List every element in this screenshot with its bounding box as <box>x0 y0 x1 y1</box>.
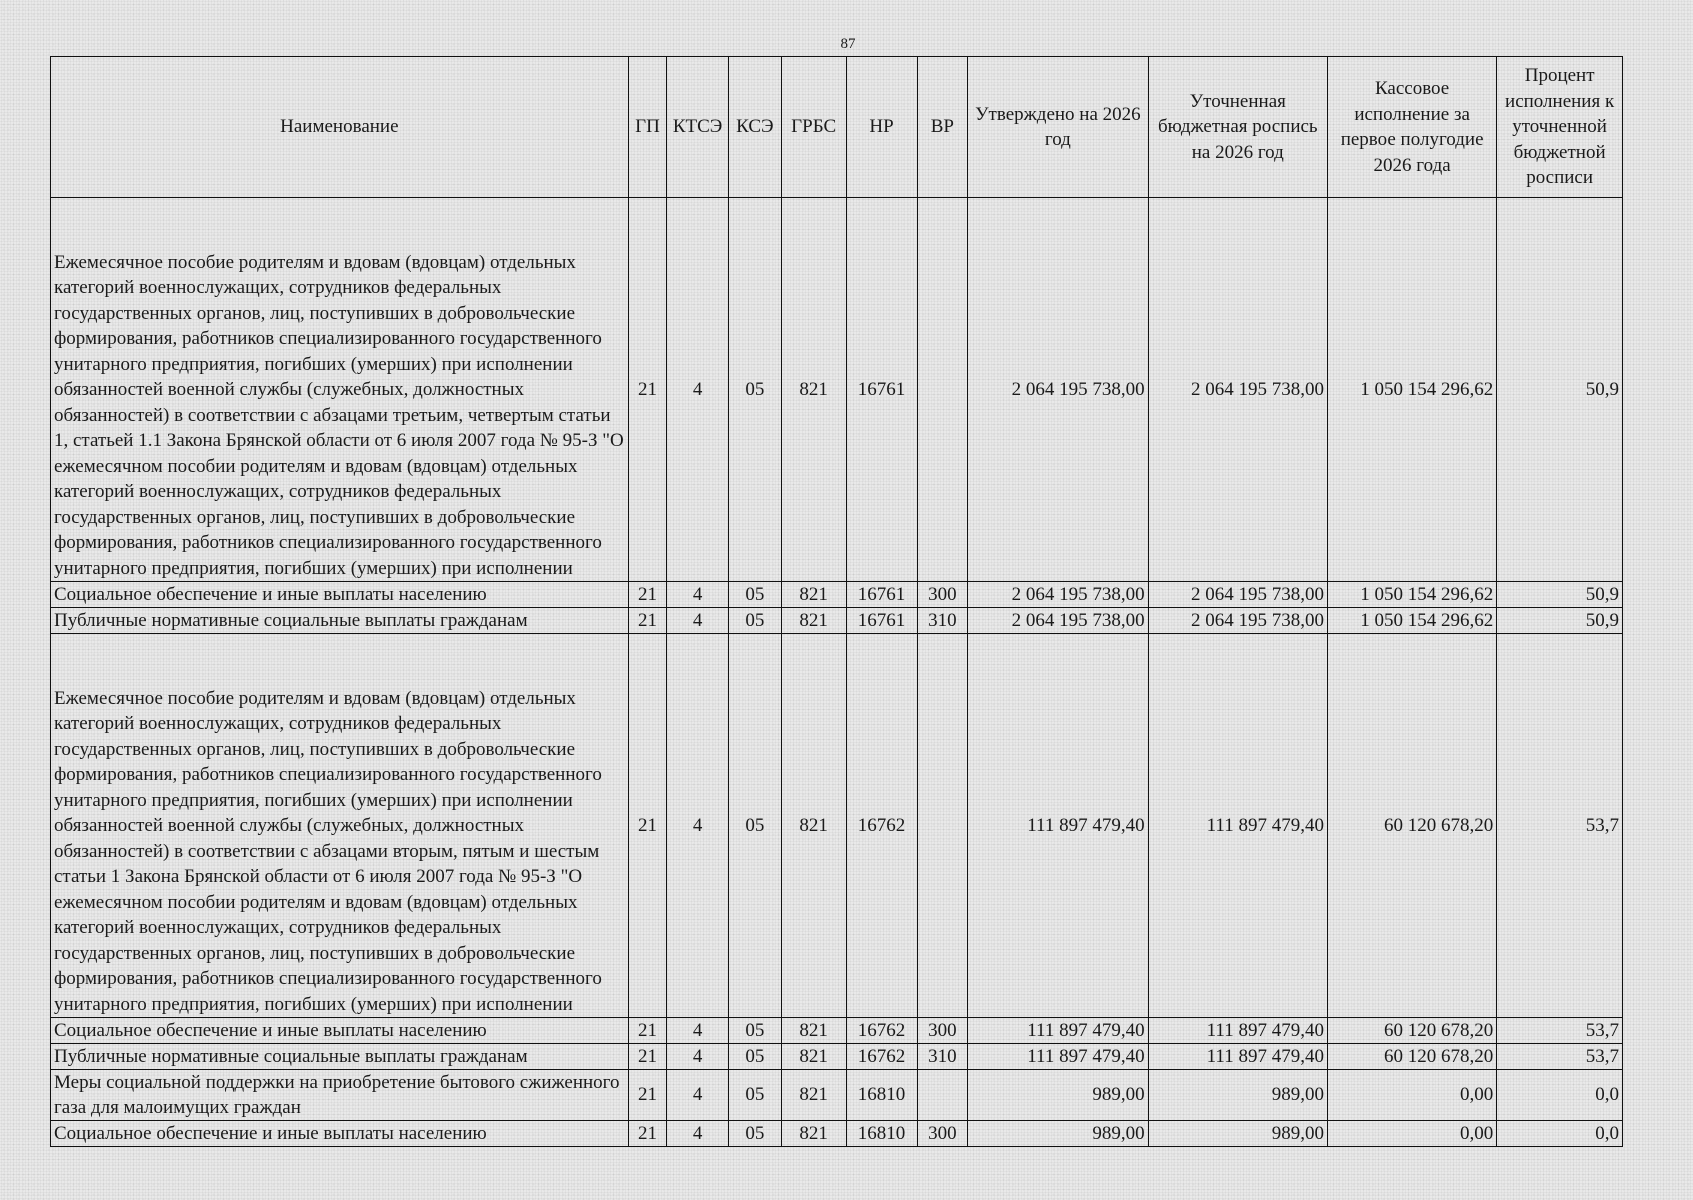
row-name: Меры социальной поддержки на приобретение бытового сжиженного газа для малоимущих граждан <box>54 1072 620 1118</box>
cell-cash: 1 050 154 296,62 <box>1327 608 1496 634</box>
header-row <box>51 57 1623 198</box>
header-gp: ГП <box>628 57 667 198</box>
cell-percent: 50,9 <box>1497 582 1623 608</box>
header-nr: НР <box>846 57 917 198</box>
cell-vr: 300 <box>917 1121 968 1147</box>
cell-refined: 2 064 195 738,00 <box>1148 608 1327 634</box>
header-grbs: ГРБС <box>781 57 846 198</box>
cell-ktse: 4 <box>667 1070 729 1121</box>
cell-refined: 989,00 <box>1148 1070 1327 1121</box>
cell-gp: 21 <box>628 582 667 608</box>
header-vr: ВР <box>917 57 968 198</box>
cell-kse: 05 <box>729 1044 782 1070</box>
header-refined: Уточненная бюджетная роспись на 2026 год <box>1148 57 1327 198</box>
cell-percent: 53,7 <box>1497 634 1623 1018</box>
cell-nr: 16761 <box>846 582 917 608</box>
cell-grbs: 821 <box>781 1044 846 1070</box>
cell-nr: 16761 <box>846 198 917 582</box>
cell-cash: 1 050 154 296,62 <box>1327 198 1496 582</box>
cell-grbs: 821 <box>781 1070 846 1121</box>
header-name: Наименование <box>51 57 629 198</box>
cell-nr: 16810 <box>846 1121 917 1147</box>
header-cash: Кассовое исполнение за первое полугодие 2026 года <box>1327 57 1496 198</box>
cell-cash: 60 120 678,20 <box>1327 1044 1496 1070</box>
cell-nr: 16761 <box>846 608 917 634</box>
budget-table <box>50 56 1623 1147</box>
cell-percent: 53,7 <box>1497 1018 1623 1044</box>
cell-kse: 05 <box>729 198 782 582</box>
cell-ktse: 4 <box>667 1018 729 1044</box>
cell-refined: 2 064 195 738,00 <box>1148 198 1327 582</box>
cell-kse: 05 <box>729 1121 782 1147</box>
cell-vr: 300 <box>917 1018 968 1044</box>
row-name-cell <box>51 1070 629 1121</box>
table-row <box>51 1044 1623 1070</box>
table-row <box>51 198 1623 582</box>
cell-kse: 05 <box>729 608 782 634</box>
cell-refined: 111 897 479,40 <box>1148 634 1327 1018</box>
page-number: 87 <box>840 36 856 52</box>
cell-grbs: 821 <box>781 1121 846 1147</box>
table-row <box>51 608 1623 634</box>
cell-ktse: 4 <box>667 1121 729 1147</box>
cell-cash: 0,00 <box>1327 1070 1496 1121</box>
cell-ktse: 4 <box>667 1044 729 1070</box>
cell-approved: 111 897 479,40 <box>968 634 1148 1018</box>
cell-approved: 2 064 195 738,00 <box>968 198 1148 582</box>
row-name-cell <box>51 634 629 1018</box>
cell-percent: 53,7 <box>1497 1044 1623 1070</box>
cell-vr: 300 <box>917 582 968 608</box>
cell-nr: 16762 <box>846 1018 917 1044</box>
cell-kse: 05 <box>729 634 782 1018</box>
cell-approved: 111 897 479,40 <box>968 1018 1148 1044</box>
header-ktse: КТСЭ <box>667 57 729 198</box>
header-approved: Утверждено на 2026 год <box>968 57 1148 198</box>
cell-cash: 0,00 <box>1327 1121 1496 1147</box>
cell-vr <box>917 634 968 1018</box>
cell-kse: 05 <box>729 582 782 608</box>
cell-cash: 60 120 678,20 <box>1327 1018 1496 1044</box>
row-name: Ежемесячное пособие родителям и вдовам (вдовцам) отдельных категорий военнослужащих, сотрудников федеральных государственных органов, лиц, поступивших в добровольческие формирования, работников специализированного государственного унитарного предприятия, погибших (умерших) при исполнении обязанностей военной службы (служебных, должностных обязанностей) в соответствии с абзацами вторым, пятым и шестым статьи 1 Закона Брянской области от 6 июля 2007 года № 95-З "О ежемесячном пособии родителям и вдовам (вдовцам) отдельных категорий военнослужащих, сотрудников федеральных государственных органов, лиц, поступивших в добровольческие формирования, работников специализированного государственного унитарного предприятия, погибших (умерших) при исполнении <box>54 687 602 1015</box>
cell-vr: 310 <box>917 608 968 634</box>
cell-refined: 111 897 479,40 <box>1148 1044 1327 1070</box>
cell-cash: 60 120 678,20 <box>1327 634 1496 1018</box>
cell-nr: 16810 <box>846 1070 917 1121</box>
table-row <box>51 634 1623 1018</box>
row-name: Социальное обеспечение и иные выплаты населению <box>51 1121 629 1147</box>
cell-refined: 989,00 <box>1148 1121 1327 1147</box>
cell-grbs: 821 <box>781 608 846 634</box>
cell-ktse: 4 <box>667 582 729 608</box>
cell-kse: 05 <box>729 1018 782 1044</box>
cell-gp: 21 <box>628 608 667 634</box>
cell-nr: 16762 <box>846 634 917 1018</box>
cell-gp: 21 <box>628 634 667 1018</box>
cell-percent: 50,9 <box>1497 608 1623 634</box>
cell-vr <box>917 198 968 582</box>
header-percent: Процент исполнения к уточненной бюджетной росписи <box>1497 57 1623 198</box>
cell-percent: 0,0 <box>1497 1121 1623 1147</box>
cell-grbs: 821 <box>781 1018 846 1044</box>
header-kse: КСЭ <box>729 57 782 198</box>
cell-percent: 50,9 <box>1497 198 1623 582</box>
row-name: Социальное обеспечение и иные выплаты населению <box>51 1018 629 1044</box>
cell-approved: 989,00 <box>968 1070 1148 1121</box>
cell-vr <box>917 1070 968 1121</box>
cell-refined: 111 897 479,40 <box>1148 1018 1327 1044</box>
row-name: Ежемесячное пособие родителям и вдовам (вдовцам) отдельных категорий военнослужащих, сотрудников федеральных государственных органов, лиц, поступивших в добровольческие формирования, работников специализированного государственного унитарного предприятия, погибших (умерших) при исполнении обязанностей военной службы (служебных, должностных обязанностей) в соответствии с абзацами третьим, четвертым статьи 1, статьей 1.1 Закона Брянской области от 6 июля 2007 года № 95-З "О ежемесячном пособии родителям и вдовам (вдовцам) отдельных категорий военнослужащих, сотрудников федеральных государственных органов, лиц, поступивших в добровольческие формирования, работников специализированного государственного унитарного предприятия, погибших (умерших) при исполнении <box>54 251 624 579</box>
cell-kse: 05 <box>729 1070 782 1121</box>
table-row <box>51 1018 1623 1044</box>
table-row <box>51 582 1623 608</box>
cell-cash: 1 050 154 296,62 <box>1327 582 1496 608</box>
cell-approved: 2 064 195 738,00 <box>968 608 1148 634</box>
row-name: Публичные нормативные социальные выплаты гражданам <box>51 1044 629 1070</box>
cell-percent: 0,0 <box>1497 1070 1623 1121</box>
cell-refined: 2 064 195 738,00 <box>1148 582 1327 608</box>
row-name: Публичные нормативные социальные выплаты гражданам <box>51 608 629 634</box>
cell-grbs: 821 <box>781 582 846 608</box>
cell-grbs: 821 <box>781 634 846 1018</box>
cell-gp: 21 <box>628 1044 667 1070</box>
cell-grbs: 821 <box>781 198 846 582</box>
cell-gp: 21 <box>628 1070 667 1121</box>
cell-approved: 989,00 <box>968 1121 1148 1147</box>
cell-gp: 21 <box>628 198 667 582</box>
cell-ktse: 4 <box>667 198 729 582</box>
row-name: Социальное обеспечение и иные выплаты населению <box>51 582 629 608</box>
cell-vr: 310 <box>917 1044 968 1070</box>
cell-nr: 16762 <box>846 1044 917 1070</box>
cell-ktse: 4 <box>667 634 729 1018</box>
cell-gp: 21 <box>628 1018 667 1044</box>
table-row <box>51 1070 1623 1121</box>
row-name-cell <box>51 198 629 582</box>
cell-approved: 2 064 195 738,00 <box>968 582 1148 608</box>
cell-gp: 21 <box>628 1121 667 1147</box>
cell-ktse: 4 <box>667 608 729 634</box>
table-row <box>51 1121 1623 1147</box>
cell-approved: 111 897 479,40 <box>968 1044 1148 1070</box>
